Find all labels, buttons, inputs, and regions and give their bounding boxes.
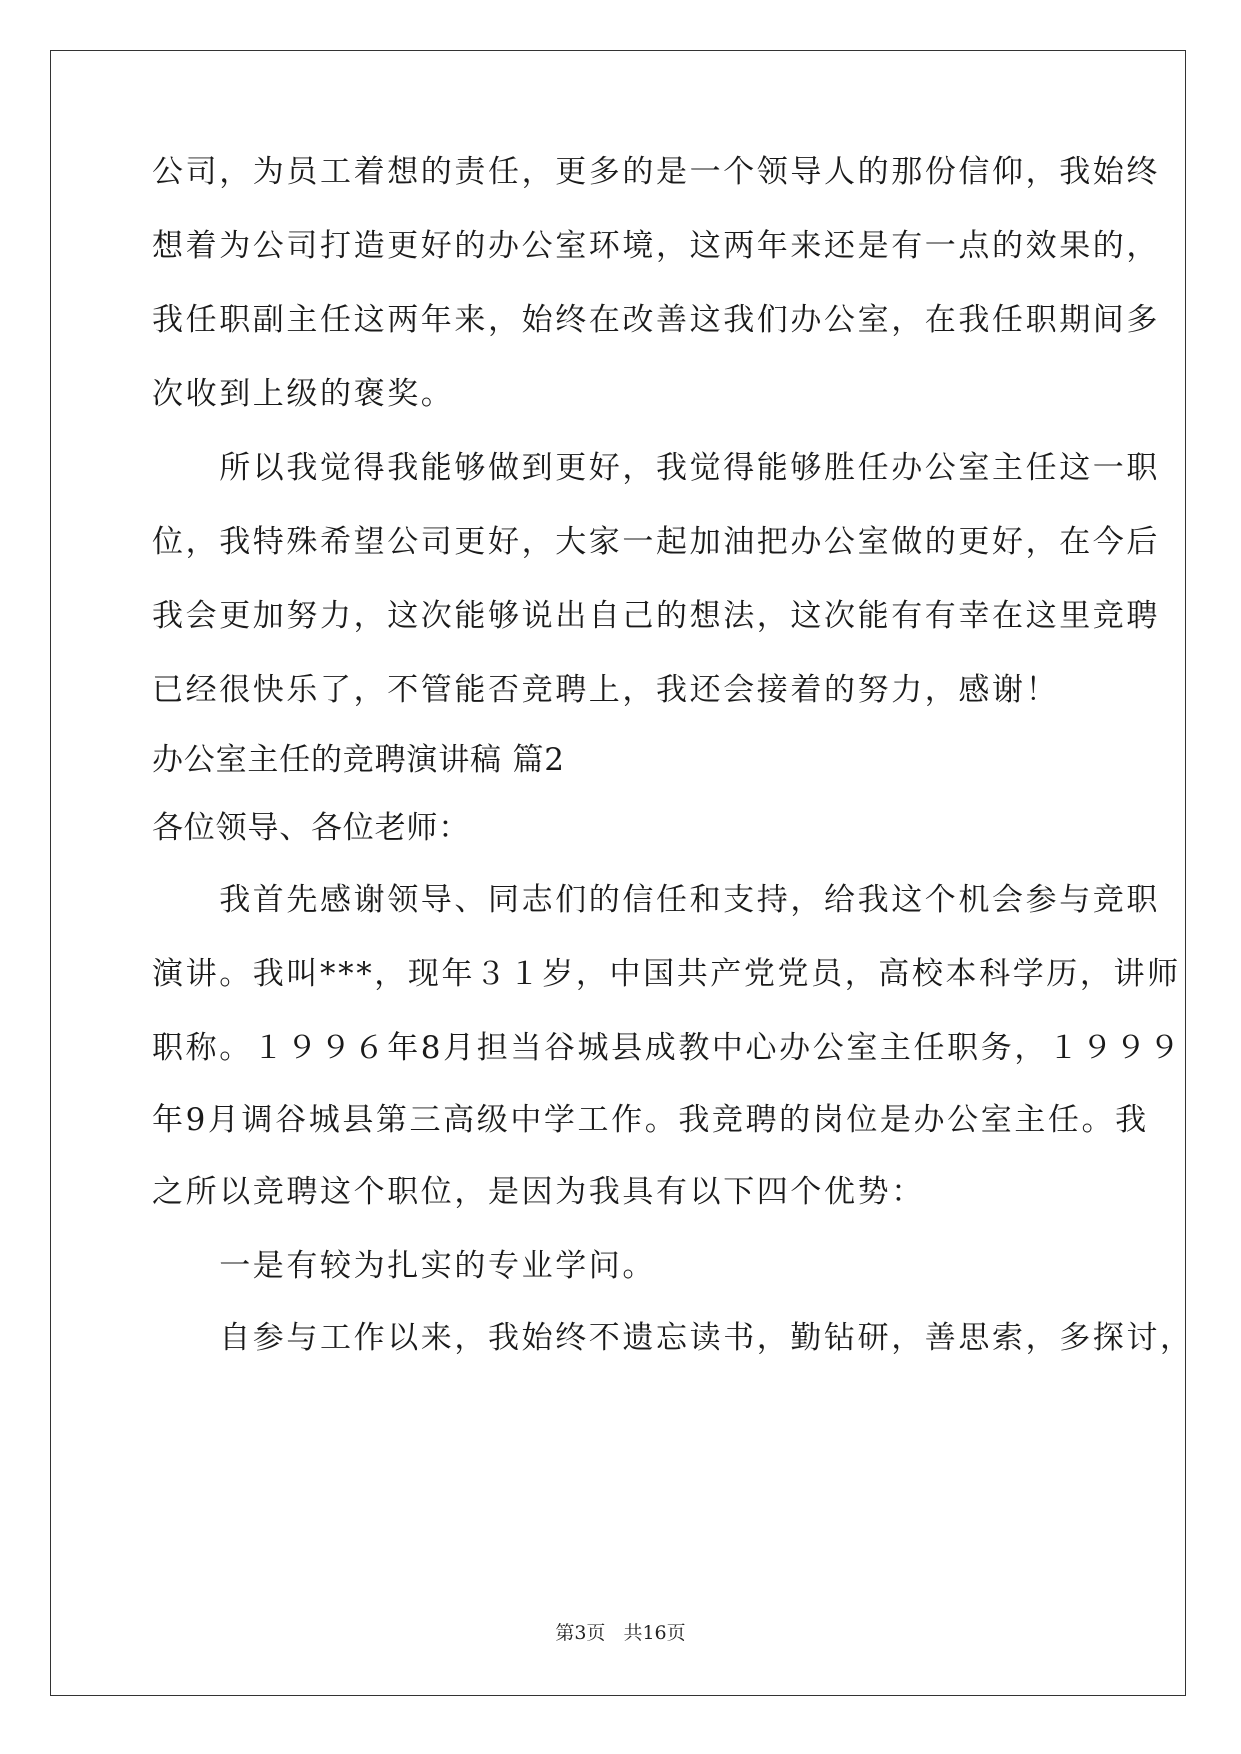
text-line-2: 想着为公司打造更好的办公室环境，这两年来还是有一点的效果的， (152, 228, 1160, 264)
text-line-8: 已经很快乐了，不管能否竞聘上，我还会接着的努力，感谢！ (152, 672, 1060, 708)
text-line-13: 职称。１９９６年8月担当谷城县成教中心办公室主任职务，１９９９ (152, 1030, 1183, 1066)
salutation: 各位领导、各位老师： (152, 810, 470, 846)
text-line-7: 我会更加努力，这次能够说出自己的想法，这次能有有幸在这里竞聘 (152, 598, 1160, 634)
text-line-12: 演讲。我叫***，现年３１岁，中国共产党党员，高校本科学历，讲师 (152, 956, 1181, 992)
text-line-17: 自参与工作以来，我始终不遗忘读书，勤钻研，善思索，多探讨， (152, 1320, 1194, 1356)
text-line-16: 一是有较为扎实的专业学问。 (152, 1248, 656, 1284)
section-heading: 办公室主任的竞聘演讲稿 篇2 (152, 742, 565, 778)
text-line-3: 我任职副主任这两年来，始终在改善这我们办公室，在我任职期间多 (152, 302, 1160, 338)
page-footer (0, 1618, 1241, 1645)
text-line-11: 我首先感谢领导、同志们的信任和支持，给我这个机会参与竞职 (152, 882, 1160, 918)
text-line-14: 年9月调谷城县第三高级中学工作。我竞聘的岗位是办公室主任。我 (152, 1102, 1149, 1138)
page-border (50, 50, 1194, 1696)
text-line-15: 之所以竞聘这个职位，是因为我具有以下四个优势： (152, 1174, 925, 1210)
page-total: 共16页 (623, 1622, 686, 1644)
text-line-4: 次收到上级的褒奖。 (152, 376, 455, 412)
text-line-6: 位，我特殊希望公司更好，大家一起加油把办公室做的更好，在今后 (152, 524, 1160, 560)
text-line-5: 所以我觉得我能够做到更好，我觉得能够胜任办公室主任这一职 (152, 450, 1160, 486)
text-line-1: 公司，为员工着想的责任，更多的是一个领导人的那份信仰，我始终 (152, 154, 1160, 190)
page-number: 第3页 (555, 1622, 606, 1644)
